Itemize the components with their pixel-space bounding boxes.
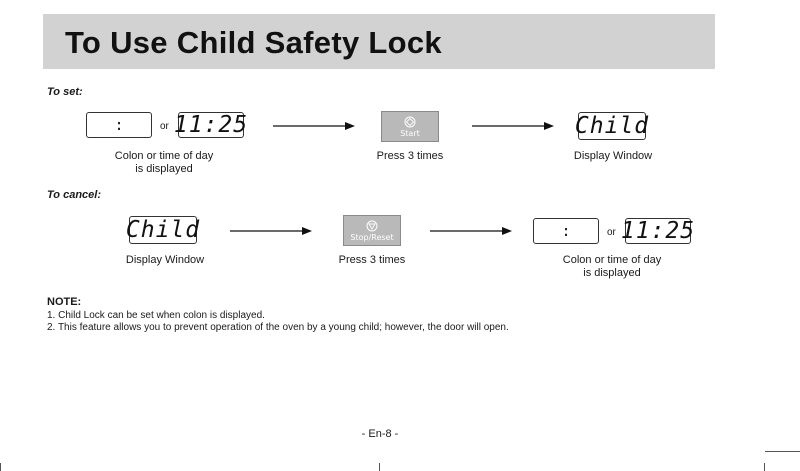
- caption-line: is displayed: [583, 267, 641, 279]
- caption-press-times: Press 3 times: [338, 254, 406, 266]
- caption-line: is displayed: [135, 163, 193, 175]
- arrow-right-icon: [230, 225, 312, 237]
- caption-display-window: Display Window: [125, 254, 205, 266]
- start-button[interactable]: [381, 111, 439, 142]
- or-label: or: [160, 121, 169, 132]
- caption-colon-or-time: [546, 254, 678, 280]
- title-bar: [43, 14, 715, 69]
- page-title: To Use Child Safety Lock: [65, 25, 442, 60]
- page-number: - En-8 -: [361, 428, 399, 440]
- start-button-label: Start: [400, 128, 420, 138]
- start-icon: [404, 116, 416, 128]
- arrow-right-icon: [430, 225, 512, 237]
- stop-reset-icon: [366, 220, 378, 232]
- caption-press-times: Press 3 times: [376, 150, 444, 162]
- display-colon-blank: :: [86, 112, 152, 138]
- display-child: Child: [574, 113, 650, 139]
- caption-line: Colon or time of day: [562, 254, 662, 266]
- divider: [764, 463, 765, 471]
- cancel-section-label: To cancel:: [47, 189, 101, 201]
- divider: [379, 463, 380, 471]
- note-item: 1. Child Lock can be set when colon is displayed.: [47, 310, 265, 321]
- arrow-right-icon: [273, 120, 355, 132]
- divider: [0, 463, 1, 471]
- caption-colon-or-time: [98, 150, 230, 176]
- caption-line: Colon or time of day: [114, 150, 214, 162]
- or-label: or: [607, 227, 616, 238]
- arrow-right-icon: [472, 120, 554, 132]
- set-section-label: To set:: [47, 86, 83, 98]
- caption-display-window: Display Window: [573, 150, 653, 162]
- divider: [765, 451, 800, 452]
- stop-reset-button[interactable]: [343, 215, 401, 246]
- display-time: 11:25: [173, 112, 249, 138]
- note-item: 2. This feature allows you to prevent operation of the oven by a young child; however, the door will open.: [47, 322, 509, 333]
- note-heading: NOTE:: [47, 296, 82, 308]
- display-colon-blank: :: [533, 218, 599, 244]
- display-child: Child: [125, 217, 201, 243]
- display-time: 11:25: [620, 218, 696, 244]
- stop-reset-button-label: Stop/Reset: [350, 232, 394, 242]
